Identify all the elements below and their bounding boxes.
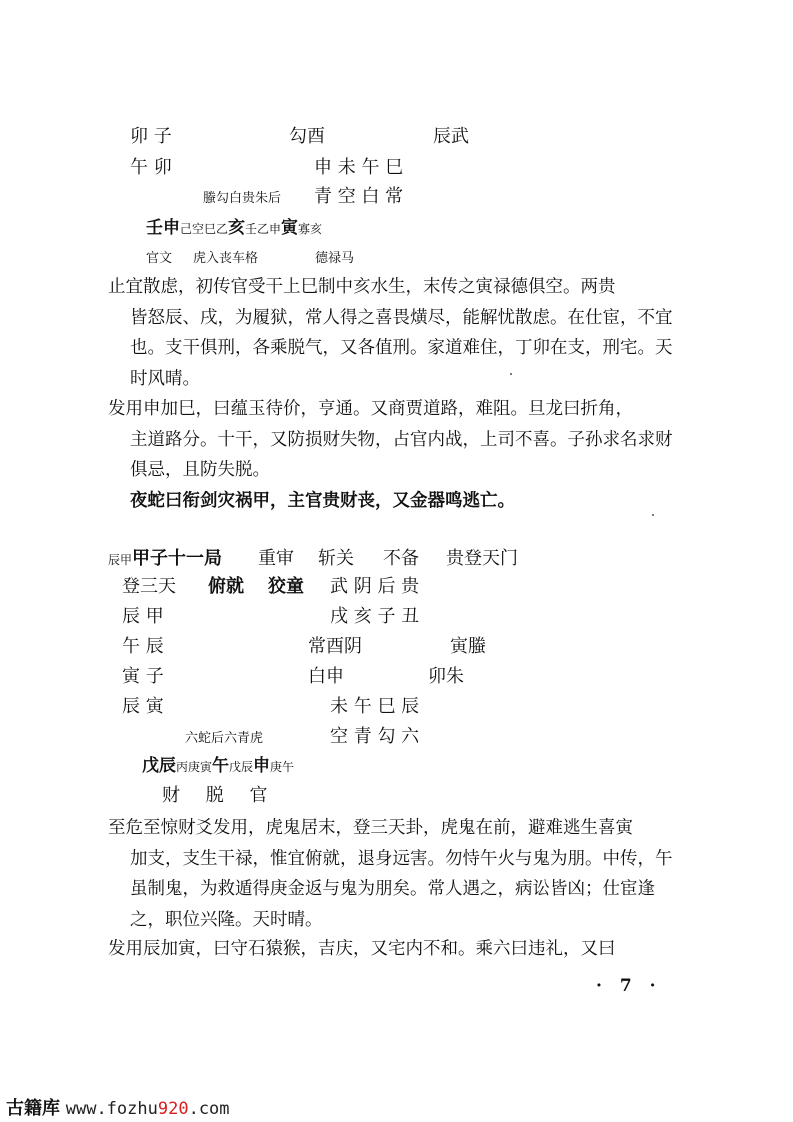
chart1-row4-seg: 申: [163, 218, 180, 238]
chart1-row4: [146, 220, 322, 237]
chart2-row6-big: 空 青 勾 六: [330, 726, 420, 747]
paragraph-1-first-line: 止宜散虑，初传官受干上巳制中亥水生，末传之寅禄德俱空。两贵: [108, 277, 616, 297]
chart2-row2-b: 戌 亥 子 丑: [330, 606, 420, 627]
chart1-row3-big: 青 空 白 常: [314, 186, 404, 207]
paragraph-4: [108, 813, 686, 935]
chart1-row1-left: 卯 子: [130, 126, 172, 147]
section-header: [108, 550, 222, 568]
chart2-row7: [142, 758, 294, 775]
chart2-row7-seg: 午: [212, 756, 230, 776]
paragraph-4-rest: 加支，支生干禄，惟宜俯就，退身远害。勿恃午火与鬼为朋。中传，午虽制鬼，为救遁得庚金返与鬼为朋矣。常人遇之，病讼皆凶；仕宦逢之，职位兴隆。天时晴。: [130, 848, 673, 930]
chart1-row4-seg: 寡亥: [298, 222, 323, 236]
footer-url-number: 920: [157, 1099, 189, 1119]
chart2-row4-c: 卯朱: [428, 666, 464, 687]
chart1-row4-seg: 壬: [146, 218, 163, 238]
chart1-row4-seg: 壬乙申: [245, 222, 282, 236]
chart1-row4-seg: 己空巳乙: [180, 222, 229, 236]
chart2-row5-a: 辰 寅: [122, 696, 164, 717]
chart1-row3-small: 螣勾白贵朱后: [203, 191, 282, 206]
chart1-row2-right: 申 未 午 巳: [314, 157, 404, 178]
chart1-row1-mid: 勾酉: [289, 126, 325, 147]
chart2-row2-a: 辰 甲: [122, 606, 164, 627]
chart2-row7-seg: 戊辰: [229, 760, 254, 774]
chart2-row3-c: 寅螣: [450, 636, 486, 657]
section-item-4: 贵登天门: [446, 548, 518, 569]
paragraph-1: [108, 272, 686, 394]
chart1-row1-right: 辰武: [433, 126, 469, 147]
chart2-row1-a: 登三天: [122, 576, 176, 597]
chart2-row3-b: 常酉阴: [308, 636, 362, 657]
paragraph-2: [108, 394, 686, 486]
chart2-row7-seg: 庚午: [270, 760, 295, 774]
chart1-row4-seg: 亥: [228, 218, 246, 238]
paragraph-2-rest: 主道路分。十干，又防损财失物，占官内战，上司不喜。子孙求名求财俱忌，且防失脱。: [130, 429, 673, 480]
chart2-row4-a: 寅 子: [122, 666, 164, 687]
chart1-row4-seg: 寅: [281, 218, 299, 238]
paragraph-2-first-line: 发用申加巳，曰蕴玉待价，亨通。又商贾道路，难阻。旦龙曰折角，: [108, 399, 633, 419]
chart2-row6-small: 六蛇后六青虎: [185, 731, 264, 746]
chart1-row5-c: 德禄马: [315, 251, 355, 266]
chart2-row7-seg: 申: [253, 756, 271, 776]
paragraph-5: 发用辰加寅，曰守石猿猴，吉庆，又宅内不和。乘六曰违礼，又曰: [108, 939, 616, 959]
chart2-row1-c: 狡童: [268, 576, 304, 597]
chart2-row1-b: 俯就: [208, 576, 244, 597]
section-header-small: 辰甲: [108, 553, 133, 567]
page-number: · 7 ·: [596, 976, 662, 996]
footer-url-suffix: .com: [188, 1099, 230, 1119]
chart1-row2-left: 午 卯: [130, 157, 172, 178]
chart2-row8: 财 脱 官: [162, 785, 268, 806]
chart2-row4-b: 白申: [308, 666, 344, 687]
section-item-1: 重审: [258, 548, 294, 569]
chart2-row1-d: 武 阴 后 贵: [330, 576, 420, 597]
footer-url: [66, 1099, 230, 1119]
chart1-row5-b: 虎入丧车格: [193, 251, 259, 266]
chart2-row3-a: 午 辰: [122, 636, 164, 657]
paragraph-3: 夜蛇曰衔剑灾祸甲，主官贵财丧，又金器鸣逃亡。: [130, 491, 515, 511]
paragraph-1-rest: 皆怒辰、戌，为履狱，常人得之喜畏熿尽，能解忧散虑。在仕宦，不宜也。支干俱刑，各乘脱气，又各值刑。家道难住，丁卯在支，刑宅。天时风晴。: [130, 307, 673, 389]
section-title: 甲子十一局: [132, 548, 223, 569]
footer-watermark: [6, 1094, 230, 1120]
paragraph-4-first-line: 至危至惊财爻发用，虎鬼居末，登三天卦，虎鬼在前，避难逃生喜寅: [108, 818, 633, 838]
chart2-row7-seg: 丙庚寅: [176, 760, 213, 774]
speck: [510, 373, 512, 375]
speck: [652, 514, 654, 516]
section-item-3: 不备: [383, 548, 419, 569]
footer-url-prefix: www.fozhu: [65, 1099, 158, 1119]
footer-brand: 古籍库: [6, 1098, 60, 1119]
chart2-row7-seg: 戊辰: [142, 756, 176, 776]
chart1-row5-a: 官文: [146, 251, 173, 266]
chart2-row5-b: 未 午 巳 辰: [330, 696, 420, 717]
section-item-2: 斩关: [318, 548, 354, 569]
